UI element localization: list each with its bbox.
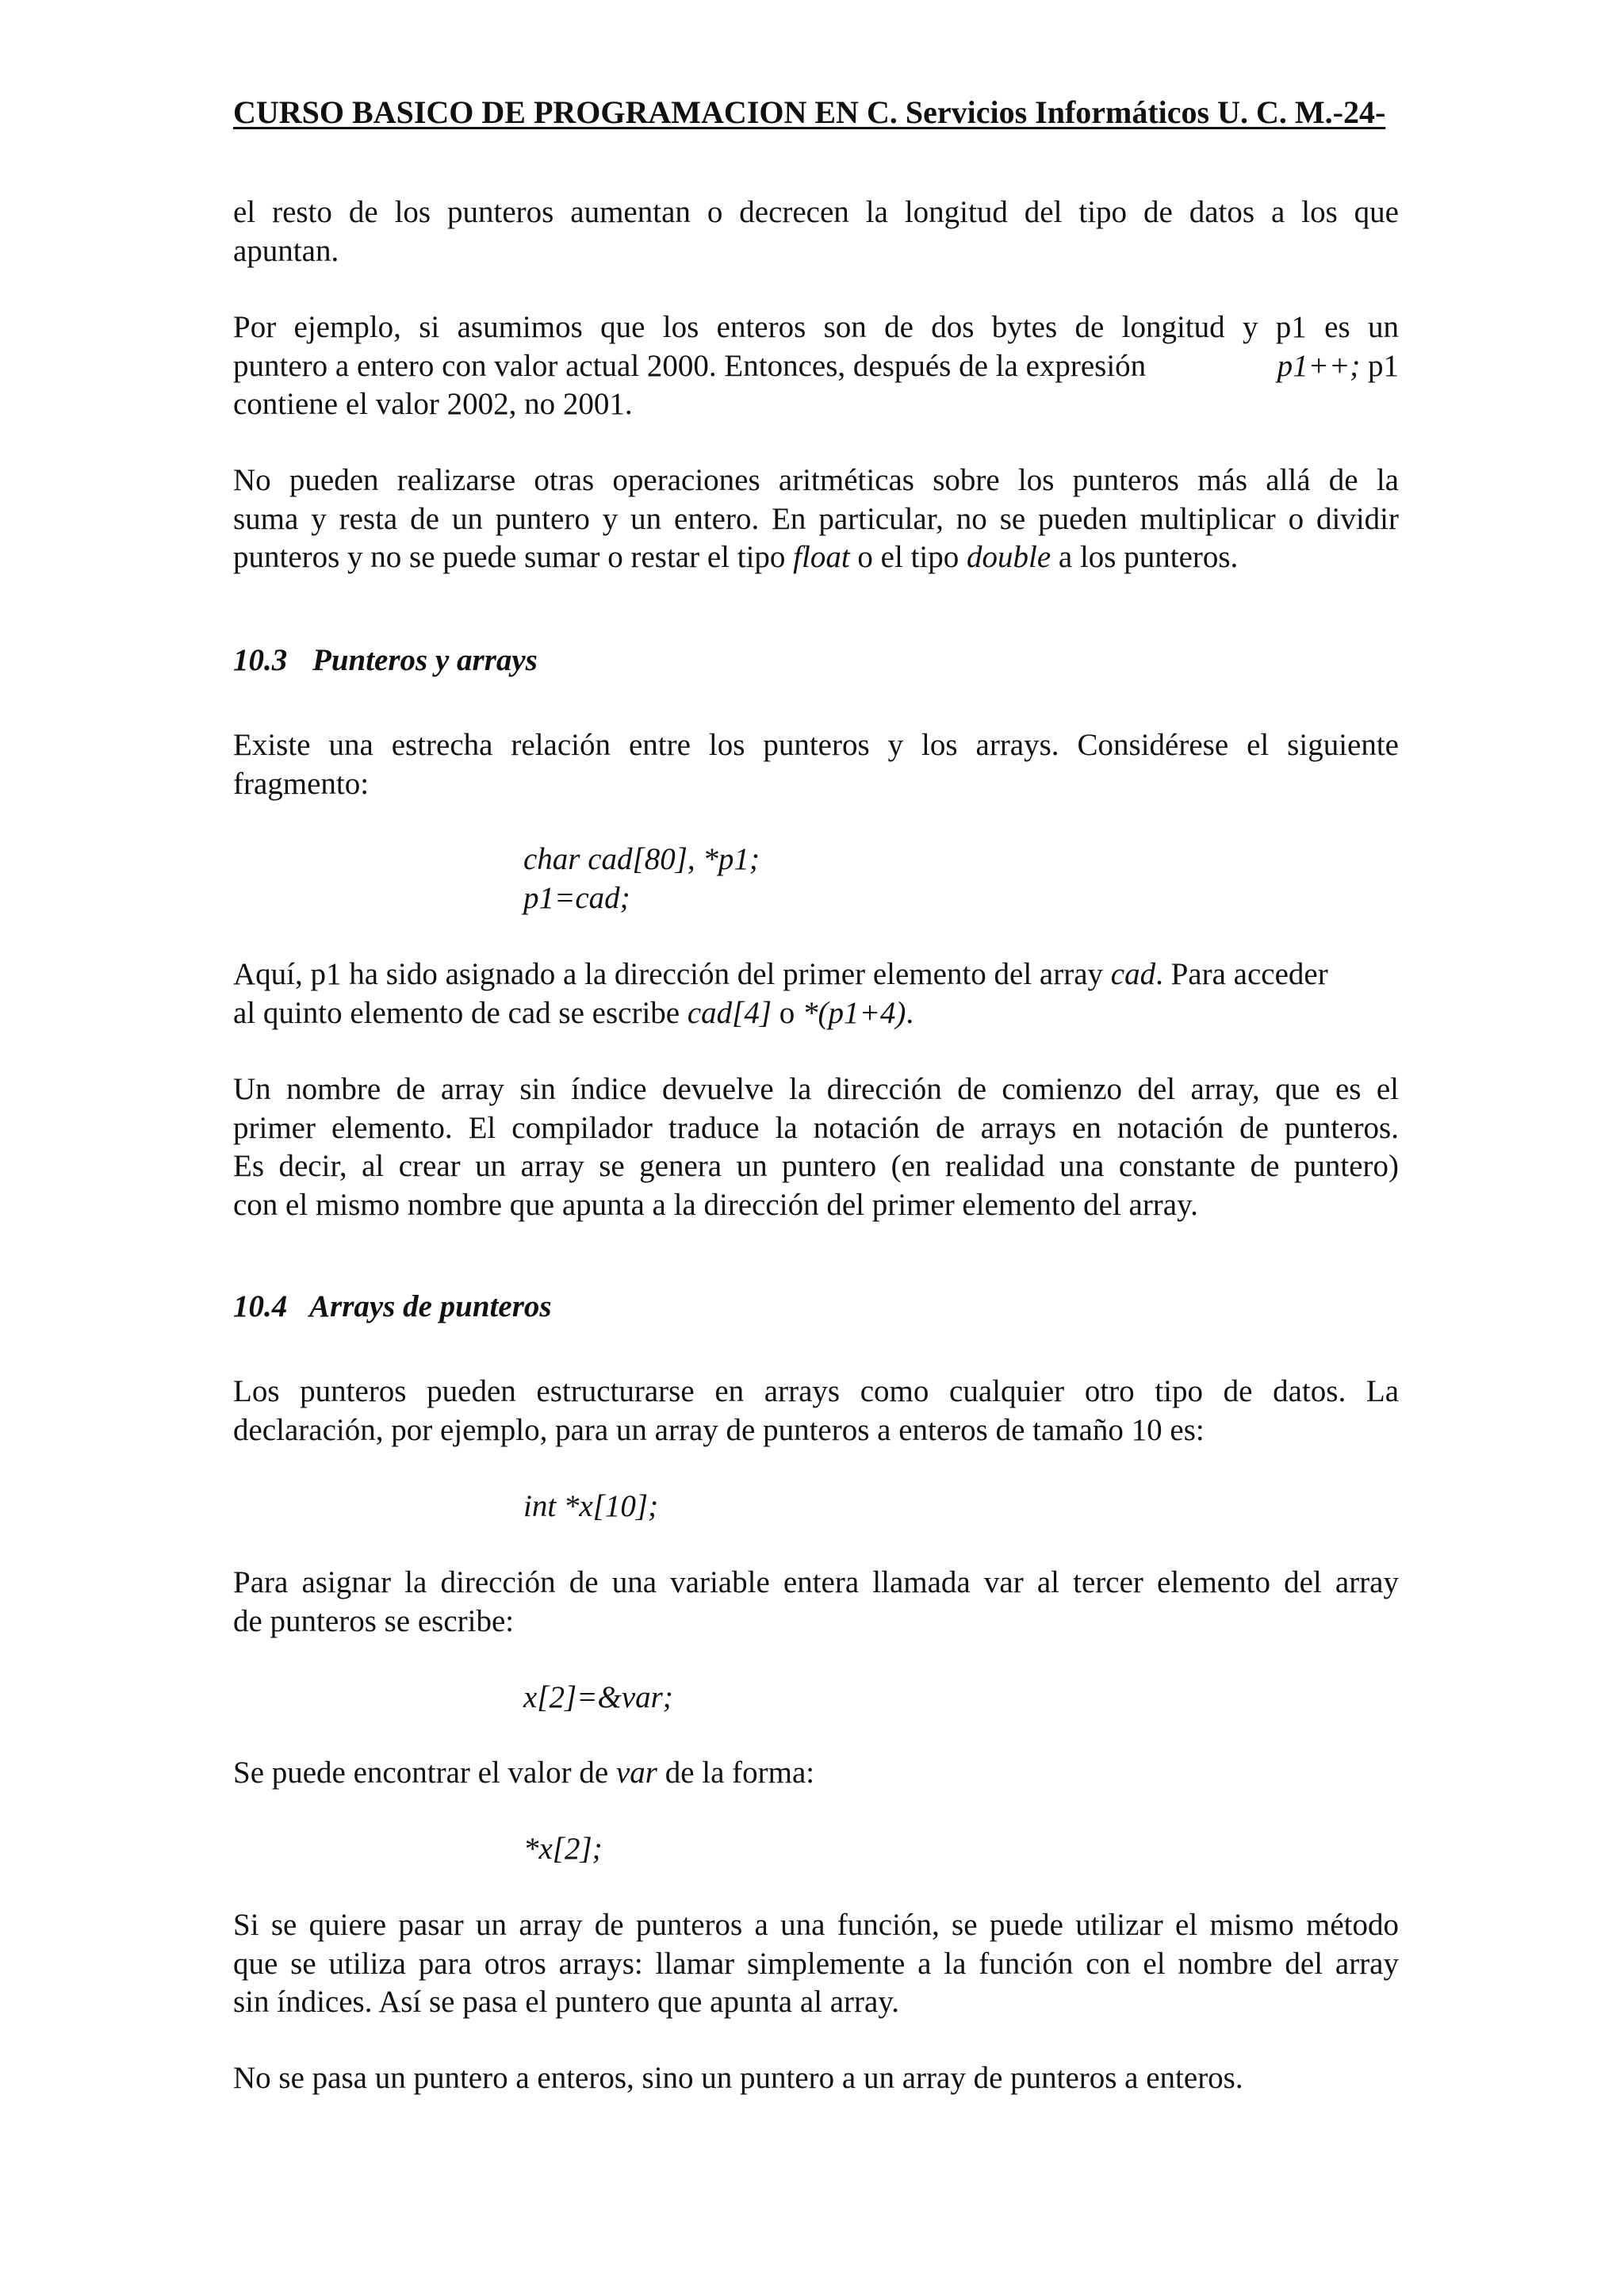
page-header: CURSO BASICO DE PROGRAMACION EN C. Servicios Informáticos U. C. M.-24-: [233, 94, 1386, 130]
paragraph-find-value: [233, 1754, 1399, 1793]
code-line: *x[2];: [523, 1832, 603, 1866]
section-title: Arrays de punteros: [309, 1289, 552, 1323]
text-line: No pueden realizarse otras operaciones aritméticas sobre los punteros más allá de la: [233, 463, 1399, 497]
text-line: [233, 347, 1399, 386]
paragraph-pass-to-function: [233, 1906, 1399, 2022]
text-line: primer elemento. El compilador traduce la notación de arrays en notación de punteros.: [233, 1110, 1399, 1145]
text-line: [233, 538, 1399, 577]
code-block: [523, 1488, 658, 1526]
text-line: sin índices. Así se pasa el puntero que apunta al array.: [233, 1985, 900, 2019]
text-line: Es decir, al crear un array se genera un puntero (en realidad una constante de puntero): [233, 1149, 1399, 1183]
text-fragment: Se puede encontrar el valor de: [233, 1756, 609, 1790]
text-fragment: p1: [1368, 348, 1399, 383]
text-line: fragmento:: [233, 766, 370, 801]
section-number: 10.4: [233, 1289, 288, 1323]
inline-code-text: float: [793, 540, 850, 574]
text-line: Si se quiere pasar un array de punteros a una función, se puede utilizar el mismo método: [233, 1908, 1399, 1942]
paragraph-closing: [233, 2059, 1399, 2098]
paragraph-arithmetic: [233, 461, 1399, 577]
text-line: suma y resta de un puntero y un entero. En particular, no se pueden multiplicar o dividir: [233, 501, 1399, 536]
text-line: [233, 1754, 1399, 1793]
text-line: declaración, por ejemplo, para un array de punteros a enteros de tamaño 10 es:: [233, 1412, 1205, 1447]
code-line: p1=cad;: [523, 880, 630, 915]
paragraph-pointer-increment: [233, 193, 1399, 270]
text-line: Existe una estrecha relación entre los punteros y los arrays. Considérese el siguiente: [233, 728, 1399, 762]
text-fragment: a los punteros.: [1058, 540, 1239, 574]
inline-code-text: cad[4]: [687, 995, 772, 1030]
section-number: 10.3: [233, 643, 288, 677]
code-line: x[2]=&var;: [523, 1680, 673, 1714]
inline-code-text: var: [615, 1756, 657, 1790]
section-title: Punteros y arrays: [312, 643, 538, 677]
code-line: int *x[10];: [523, 1489, 659, 1523]
section-heading-10-4: [233, 1288, 552, 1326]
text-fragment: [233, 956, 1328, 994]
text-line: apuntan.: [233, 233, 339, 268]
paragraph-fifth-element: [233, 956, 1399, 1032]
text-line: Para asignar la dirección de una variable entera llamada var al tercer elemento del array: [233, 1565, 1399, 1599]
text-fragment: al quinto elemento de cad se escribe: [233, 995, 680, 1030]
inline-code: [1277, 347, 1399, 386]
text-fragment: . Para acceder: [1155, 957, 1328, 991]
text-line: que se utiliza para otros arrays: llamar simplemente a la función con el nombre del array: [233, 1946, 1399, 1981]
paragraph-array-name: [233, 1070, 1399, 1224]
code-block: [523, 1830, 603, 1869]
text-fragment: puntero a entero con valor actual 2000. Entonces, después de la expresión: [233, 348, 1147, 383]
text-line: Por ejemplo, si asumimos que los enteros son de dos bytes de longitud y p1 es un: [233, 310, 1399, 344]
code-line: char cad[80], *p1;: [523, 842, 760, 876]
text-fragment: de la forma:: [665, 1756, 815, 1790]
text-line: Los punteros pueden estructurarse en arrays como cualquier otro tipo de datos. La: [233, 1374, 1399, 1408]
code-block: [523, 841, 760, 917]
inline-code-text: cad: [1110, 957, 1156, 991]
text-line: [233, 956, 1399, 994]
paragraph-assign-address: [233, 1564, 1399, 1641]
text-line: Un nombre de array sin índice devuelve la dirección de comienzo del array, que es el: [233, 1072, 1399, 1106]
paragraph-example: [233, 308, 1399, 424]
text-line: [233, 994, 1399, 1033]
inline-code-text: *(p1+4): [802, 995, 906, 1030]
text-line: de punteros se escribe:: [233, 1603, 515, 1638]
text-line: contiene el valor 2002, no 2001.: [233, 387, 633, 421]
text-fragment: Aquí, p1 ha sido asignado a la dirección del primer elemento del array: [233, 957, 1104, 991]
code-block: [523, 1679, 673, 1718]
text-fragment: o: [779, 995, 795, 1030]
text-line: No se pasa un puntero a enteros, sino un puntero a un array de punteros a enteros.: [233, 2061, 1243, 2095]
section-heading-10-3: [233, 641, 538, 680]
paragraph-arrays-relation: [233, 726, 1399, 803]
text-line: con el mismo nombre que apunta a la dirección del primer elemento del array.: [233, 1187, 1198, 1222]
inline-code-text: p1++;: [1277, 348, 1361, 383]
text-fragment: punteros y no se puede sumar o restar el tipo: [233, 540, 786, 574]
text-fragment: o el tipo: [857, 540, 959, 574]
text-line: el resto de los punteros aumentan o decrecen la longitud del tipo de datos a los que: [233, 195, 1399, 229]
text-fragment: .: [906, 995, 914, 1030]
paragraph-array-of-pointers: [233, 1373, 1399, 1450]
inline-code-text: double: [967, 540, 1051, 574]
